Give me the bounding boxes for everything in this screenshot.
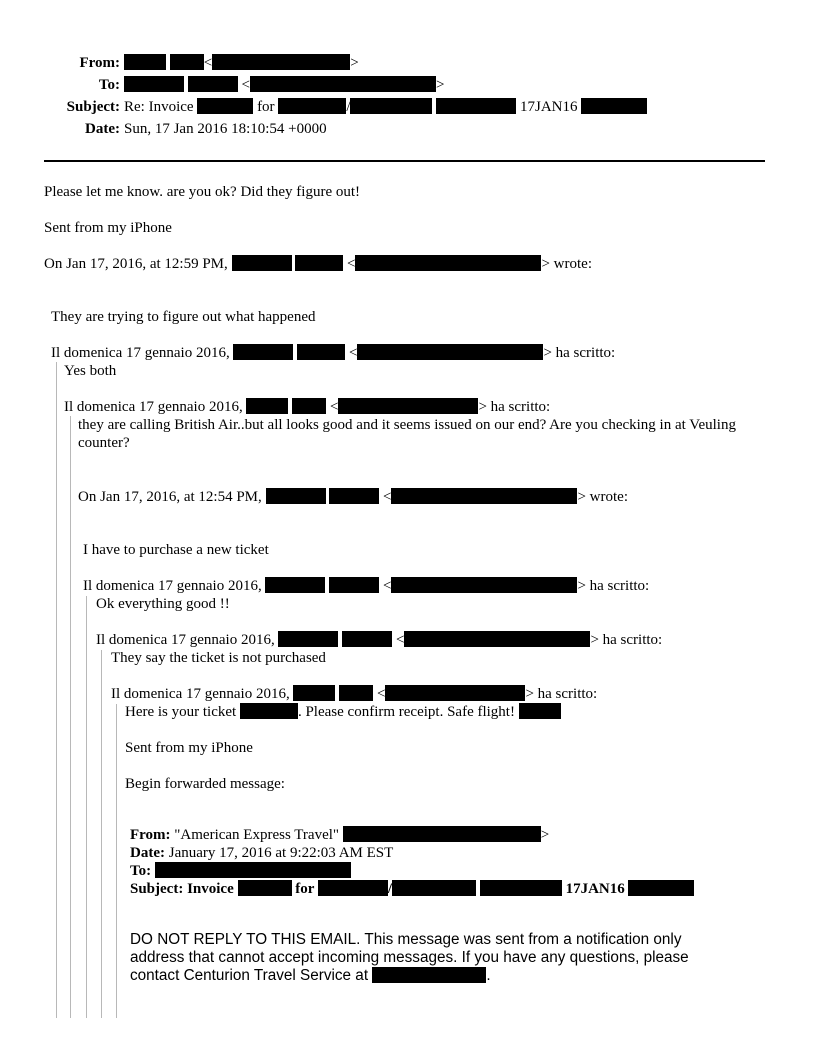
reply-attribution: Il domenica 17 gennaio 2016, < > ha scritto: <box>111 686 598 702</box>
fwd-body-text: DO NOT REPLY TO THIS EMAIL. This message was sent from a notification only address that cannot accept incoming messages. If you have any questions, please contact Centurion Travel Service at . <box>130 931 689 984</box>
redaction-block <box>212 54 350 70</box>
date-label: Date: <box>85 121 120 137</box>
date-value: Sun, 17 Jan 2016 18:10:54 +0000 <box>124 121 327 137</box>
reply-attribution: Il domenica 17 gennaio 2016, < > ha scritto: <box>96 632 663 648</box>
redaction-block <box>240 703 298 719</box>
quoted-text: I have to purchase a new ticket <box>83 542 269 558</box>
quoted-text: They say the ticket is not purchased <box>111 650 326 666</box>
redaction-block <box>392 880 476 896</box>
quoted-text: They are trying to figure out what happened <box>51 309 316 325</box>
redaction-block <box>372 967 486 983</box>
redaction-block <box>197 98 253 114</box>
reply-attribution: On Jan 17, 2016, at 12:59 PM, < > wrote: <box>44 256 592 272</box>
redaction-block <box>338 398 478 414</box>
quote-bar <box>101 650 102 1018</box>
redaction-block <box>293 685 335 701</box>
signature: Sent from my iPhone <box>44 220 172 236</box>
redaction-block <box>318 880 388 896</box>
reply-attribution: Il domenica 17 gennaio 2016, < > ha scritto: <box>83 578 650 594</box>
from-label: From: <box>79 55 120 71</box>
quoted-text: Yes both <box>64 363 117 379</box>
quote-bar <box>86 596 87 1018</box>
reply-attribution: On Jan 17, 2016, at 12:54 PM, < > wrote: <box>78 489 628 505</box>
redaction-block <box>329 488 379 504</box>
signature: Sent from my iPhone <box>125 740 253 756</box>
fwd-from-line: From: "American Express Travel" > <box>130 827 550 843</box>
redaction-block <box>266 488 326 504</box>
redaction-block <box>350 98 432 114</box>
fwd-subject-line: Subject: Invoice for / 17JAN16 <box>130 880 694 898</box>
from-value: < > <box>124 54 359 72</box>
reply-attribution: Il domenica 17 gennaio 2016, < > ha scritto: <box>51 345 616 361</box>
forward-intro: Begin forwarded message: <box>125 776 285 792</box>
redaction-block <box>355 255 541 271</box>
redaction-block <box>581 98 647 114</box>
redaction-block <box>232 255 292 271</box>
redaction-block <box>628 880 694 896</box>
subject-label: Subject: <box>66 99 120 115</box>
redaction-block <box>233 344 293 360</box>
redaction-block <box>155 862 351 878</box>
redaction-block <box>391 577 577 593</box>
redaction-block <box>385 685 525 701</box>
subject-value: Re: Invoice for / 17JAN16 <box>124 98 647 116</box>
to-label: To: <box>98 77 120 93</box>
quoted-text: Ok everything good !! <box>96 596 230 612</box>
redaction-block <box>278 631 338 647</box>
redaction-block <box>339 685 373 701</box>
redaction-block <box>265 577 325 593</box>
redaction-block <box>343 826 541 842</box>
redaction-block <box>278 98 346 114</box>
redaction-block <box>246 398 288 414</box>
fwd-to-line: To: <box>130 862 351 880</box>
redaction-block <box>404 631 590 647</box>
redaction-block <box>436 98 516 114</box>
quoted-text: Here is your ticket . Please confirm receipt. Safe flight! <box>125 703 561 721</box>
redaction-block <box>391 488 577 504</box>
redaction-block <box>188 76 238 92</box>
redaction-block <box>124 76 184 92</box>
redaction-block <box>238 880 292 896</box>
quote-bar <box>70 416 71 1018</box>
redaction-block <box>329 577 379 593</box>
quote-bar <box>116 704 117 1018</box>
message-text: Please let me know. are you ok? Did they figure out! <box>44 184 361 200</box>
quote-bar <box>56 362 57 1018</box>
redaction-block <box>297 344 345 360</box>
header-divider <box>44 160 765 162</box>
quoted-text: they are calling British Air..but all looks good and it seems issued on our end? Are you checking in at Veuling counter? <box>78 417 736 451</box>
redaction-block <box>292 398 326 414</box>
redaction-block <box>480 880 562 896</box>
redaction-block <box>250 76 436 92</box>
redaction-block <box>357 344 543 360</box>
redaction-block <box>295 255 343 271</box>
to-value: < > <box>124 76 444 94</box>
reply-attribution: Il domenica 17 gennaio 2016, < > ha scritto: <box>64 399 551 415</box>
redaction-block <box>124 54 166 70</box>
redaction-block <box>519 703 561 719</box>
redaction-block <box>170 54 204 70</box>
fwd-date-line: Date: January 17, 2016 at 9:22:03 AM EST <box>130 845 394 861</box>
redaction-block <box>342 631 392 647</box>
